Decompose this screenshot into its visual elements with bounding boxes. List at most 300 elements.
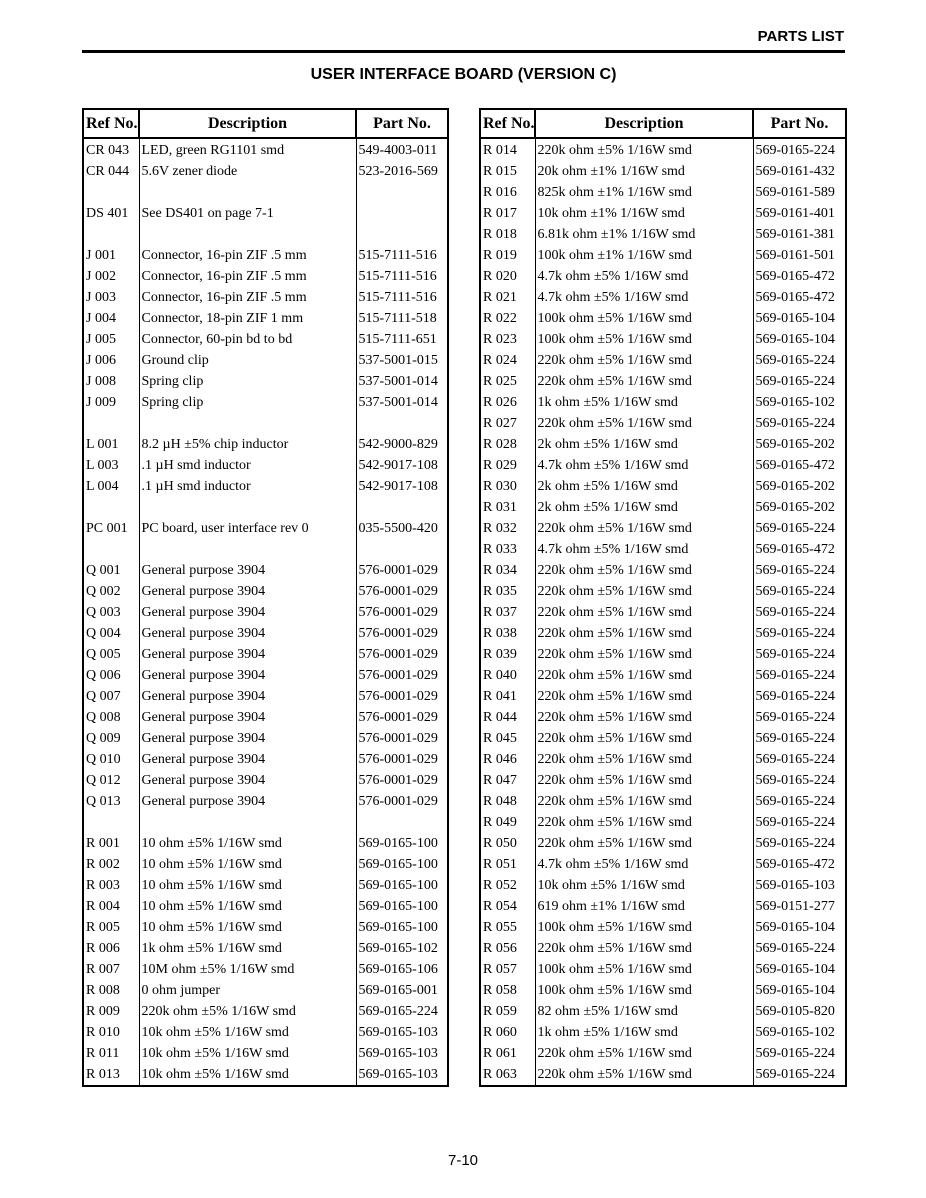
table-row xyxy=(480,476,846,497)
table-row xyxy=(480,959,846,980)
table-row xyxy=(83,434,448,455)
part-number-cell: 569-0161-589 xyxy=(753,182,846,203)
ref-cell: J 002 xyxy=(83,266,139,287)
table-row xyxy=(480,602,846,623)
part-number-cell: 569-0165-100 xyxy=(356,833,448,854)
description-cell: 220k ohm ±5% 1/16W smd xyxy=(535,686,753,707)
part-number-cell: 576-0001-029 xyxy=(356,707,448,728)
section-label: PARTS LIST xyxy=(757,28,844,45)
description-cell: 10k ohm ±5% 1/16W smd xyxy=(535,875,753,896)
ref-cell: J 006 xyxy=(83,350,139,371)
ref-cell: R 057 xyxy=(480,959,535,980)
page-title: USER INTERFACE BOARD (VERSION C) xyxy=(310,66,617,83)
ref-cell: Q 006 xyxy=(83,665,139,686)
description-cell: 220k ohm ±5% 1/16W smd xyxy=(535,1064,753,1086)
ref-cell: R 041 xyxy=(480,686,535,707)
part-number-cell: 569-0165-472 xyxy=(753,854,846,875)
table-row xyxy=(83,245,448,266)
table-row xyxy=(480,518,846,539)
column-header-description: Description xyxy=(535,109,753,138)
table-row xyxy=(83,203,448,224)
description-cell: Ground clip xyxy=(139,350,356,371)
table-row xyxy=(83,497,448,518)
part-number-cell: 537-5001-015 xyxy=(356,350,448,371)
ref-cell xyxy=(83,413,139,434)
ref-cell: R 035 xyxy=(480,581,535,602)
ref-cell: R 030 xyxy=(480,476,535,497)
part-number-cell: 537-5001-014 xyxy=(356,392,448,413)
part-number-cell: 515-7111-651 xyxy=(356,329,448,350)
ref-cell: R 063 xyxy=(480,1064,535,1086)
ref-cell: R 006 xyxy=(83,938,139,959)
ref-cell: Q 007 xyxy=(83,686,139,707)
table-row xyxy=(480,539,846,560)
ref-cell: R 061 xyxy=(480,1043,535,1064)
part-number-cell: 569-0165-224 xyxy=(753,791,846,812)
part-number-cell: 569-0165-224 xyxy=(753,371,846,392)
description-cell: 100k ohm ±1% 1/16W smd xyxy=(535,245,753,266)
part-number-cell: 569-0165-104 xyxy=(753,308,846,329)
description-cell: 20k ohm ±1% 1/16W smd xyxy=(535,161,753,182)
ref-cell: R 054 xyxy=(480,896,535,917)
description-cell: 10M ohm ±5% 1/16W smd xyxy=(139,959,356,980)
parts-table-left xyxy=(82,108,449,1087)
part-number-cell: 569-0165-224 xyxy=(753,707,846,728)
table-row xyxy=(83,371,448,392)
description-cell: 220k ohm ±5% 1/16W smd xyxy=(535,413,753,434)
table-row xyxy=(480,791,846,812)
description-cell: 1k ohm ±5% 1/16W smd xyxy=(535,392,753,413)
description-cell: 220k ohm ±5% 1/16W smd xyxy=(535,728,753,749)
description-cell: 220k ohm ±5% 1/16W smd xyxy=(535,371,753,392)
ref-cell: Q 010 xyxy=(83,749,139,770)
header-rule xyxy=(82,50,845,53)
ref-cell: R 038 xyxy=(480,623,535,644)
ref-cell: J 004 xyxy=(83,308,139,329)
ref-cell: R 005 xyxy=(83,917,139,938)
description-cell: General purpose 3904 xyxy=(139,770,356,791)
ref-cell: J 008 xyxy=(83,371,139,392)
ref-cell: R 052 xyxy=(480,875,535,896)
description-cell xyxy=(139,812,356,833)
part-number-cell: 515-7111-516 xyxy=(356,287,448,308)
table-row xyxy=(480,812,846,833)
table-row xyxy=(83,560,448,581)
table-row xyxy=(83,518,448,539)
table-row xyxy=(480,1064,846,1086)
description-cell: 220k ohm ±5% 1/16W smd xyxy=(139,1001,356,1022)
table-row xyxy=(83,350,448,371)
table-row xyxy=(83,812,448,833)
table-row xyxy=(83,413,448,434)
table-row xyxy=(83,980,448,1001)
description-cell: LED, green RG1101 smd xyxy=(139,138,356,161)
description-cell: 8.2 µH ±5% chip inductor xyxy=(139,434,356,455)
column-header-part: Part No. xyxy=(753,109,846,138)
part-number-cell: 515-7111-516 xyxy=(356,266,448,287)
ref-cell: R 004 xyxy=(83,896,139,917)
part-number-cell xyxy=(356,224,448,245)
description-cell xyxy=(139,182,356,203)
table-row xyxy=(83,938,448,959)
table-row xyxy=(480,749,846,770)
table-row xyxy=(480,1001,846,1022)
ref-cell: Q 003 xyxy=(83,602,139,623)
table-row xyxy=(83,833,448,854)
part-number-cell: 569-0165-202 xyxy=(753,434,846,455)
description-cell: 100k ohm ±5% 1/16W smd xyxy=(535,980,753,1001)
part-number-cell: 569-0165-224 xyxy=(753,581,846,602)
table-row xyxy=(480,896,846,917)
table-row xyxy=(83,959,448,980)
part-number-cell: 569-0165-104 xyxy=(753,917,846,938)
description-cell: 10k ohm ±5% 1/16W smd xyxy=(139,1064,356,1086)
ref-cell: R 049 xyxy=(480,812,535,833)
part-number-cell: 569-0165-224 xyxy=(753,350,846,371)
table-row xyxy=(480,770,846,791)
parts-table-right-body xyxy=(480,138,846,1086)
part-number-cell xyxy=(356,413,448,434)
ref-cell: R 048 xyxy=(480,791,535,812)
part-number-cell: 569-0165-472 xyxy=(753,266,846,287)
description-cell: 10 ohm ±5% 1/16W smd xyxy=(139,854,356,875)
part-number-cell: 523-2016-569 xyxy=(356,161,448,182)
part-number-cell: 569-0165-224 xyxy=(753,770,846,791)
table-row xyxy=(480,224,846,245)
table-row xyxy=(480,665,846,686)
table-row xyxy=(83,182,448,203)
part-number-cell: 569-0165-104 xyxy=(753,980,846,1001)
ref-cell: L 003 xyxy=(83,455,139,476)
part-number-cell: 569-0165-472 xyxy=(753,287,846,308)
part-number-cell: 515-7111-518 xyxy=(356,308,448,329)
part-number-cell: 576-0001-029 xyxy=(356,686,448,707)
table-row xyxy=(83,266,448,287)
description-cell: .1 µH smd inductor xyxy=(139,455,356,476)
table-row xyxy=(83,329,448,350)
table-row xyxy=(83,1022,448,1043)
description-cell: 2k ohm ±5% 1/16W smd xyxy=(535,476,753,497)
table-row xyxy=(480,182,846,203)
table-row xyxy=(480,434,846,455)
table-header-row xyxy=(83,109,448,138)
ref-cell: R 040 xyxy=(480,665,535,686)
ref-cell: Q 001 xyxy=(83,560,139,581)
description-cell xyxy=(139,497,356,518)
description-cell: 82 ohm ±5% 1/16W smd xyxy=(535,1001,753,1022)
description-cell: Connector, 16-pin ZIF .5 mm xyxy=(139,266,356,287)
description-cell: Spring clip xyxy=(139,392,356,413)
part-number-cell: 569-0161-381 xyxy=(753,224,846,245)
description-cell: 220k ohm ±5% 1/16W smd xyxy=(535,138,753,161)
ref-cell: R 060 xyxy=(480,1022,535,1043)
table-row xyxy=(480,728,846,749)
description-cell: Connector, 18-pin ZIF 1 mm xyxy=(139,308,356,329)
part-number-cell: 569-0165-224 xyxy=(753,749,846,770)
description-cell: 220k ohm ±5% 1/16W smd xyxy=(535,812,753,833)
description-cell: General purpose 3904 xyxy=(139,791,356,812)
ref-cell: Q 013 xyxy=(83,791,139,812)
ref-cell: R 021 xyxy=(480,287,535,308)
part-number-cell: 542-9000-829 xyxy=(356,434,448,455)
ref-cell: R 059 xyxy=(480,1001,535,1022)
description-cell: 220k ohm ±5% 1/16W smd xyxy=(535,1043,753,1064)
table-row xyxy=(83,728,448,749)
column-header-ref: Ref No. xyxy=(83,109,139,138)
description-cell: 4.7k ohm ±5% 1/16W smd xyxy=(535,287,753,308)
ref-cell: R 018 xyxy=(480,224,535,245)
table-row xyxy=(480,854,846,875)
table-row xyxy=(83,644,448,665)
ref-cell: R 026 xyxy=(480,392,535,413)
part-number-cell xyxy=(356,812,448,833)
part-number-cell: 576-0001-029 xyxy=(356,623,448,644)
description-cell: General purpose 3904 xyxy=(139,623,356,644)
description-cell: 220k ohm ±5% 1/16W smd xyxy=(535,833,753,854)
description-cell: General purpose 3904 xyxy=(139,728,356,749)
description-cell: 10k ohm ±5% 1/16W smd xyxy=(139,1043,356,1064)
description-cell: General purpose 3904 xyxy=(139,560,356,581)
description-cell: General purpose 3904 xyxy=(139,602,356,623)
description-cell xyxy=(139,413,356,434)
table-row xyxy=(480,455,846,476)
description-cell: 220k ohm ±5% 1/16W smd xyxy=(535,581,753,602)
description-cell: 10 ohm ±5% 1/16W smd xyxy=(139,833,356,854)
description-cell: Connector, 16-pin ZIF .5 mm xyxy=(139,245,356,266)
ref-cell: R 014 xyxy=(480,138,535,161)
ref-cell: Q 009 xyxy=(83,728,139,749)
part-number-cell: 569-0165-224 xyxy=(753,1064,846,1086)
ref-cell: R 044 xyxy=(480,707,535,728)
ref-cell: R 015 xyxy=(480,161,535,182)
table-row xyxy=(480,917,846,938)
table-row xyxy=(83,138,448,161)
ref-cell: R 016 xyxy=(480,182,535,203)
description-cell: 220k ohm ±5% 1/16W smd xyxy=(535,623,753,644)
part-number-cell: 569-0165-224 xyxy=(753,812,846,833)
part-number-cell: 569-0161-401 xyxy=(753,203,846,224)
description-cell: 220k ohm ±5% 1/16W smd xyxy=(535,518,753,539)
description-cell: 1k ohm ±5% 1/16W smd xyxy=(535,1022,753,1043)
ref-cell: R 033 xyxy=(480,539,535,560)
ref-cell xyxy=(83,539,139,560)
ref-cell xyxy=(83,182,139,203)
part-number-cell xyxy=(356,539,448,560)
part-number-cell: 576-0001-029 xyxy=(356,749,448,770)
part-number-cell: 569-0165-202 xyxy=(753,497,846,518)
part-number-cell: 569-0165-106 xyxy=(356,959,448,980)
description-cell: 4.7k ohm ±5% 1/16W smd xyxy=(535,266,753,287)
description-cell: 1k ohm ±5% 1/16W smd xyxy=(139,938,356,959)
description-cell: 220k ohm ±5% 1/16W smd xyxy=(535,644,753,665)
table-row xyxy=(83,308,448,329)
ref-cell: Q 004 xyxy=(83,623,139,644)
ref-cell: R 031 xyxy=(480,497,535,518)
table-row xyxy=(83,287,448,308)
ref-cell: R 003 xyxy=(83,875,139,896)
part-number-cell: 035-5500-420 xyxy=(356,518,448,539)
column-header-description: Description xyxy=(139,109,356,138)
column-header-part: Part No. xyxy=(356,109,448,138)
description-cell: 4.7k ohm ±5% 1/16W smd xyxy=(535,539,753,560)
ref-cell: R 055 xyxy=(480,917,535,938)
ref-cell: L 004 xyxy=(83,476,139,497)
part-number-cell: 569-0165-104 xyxy=(753,959,846,980)
description-cell: 100k ohm ±5% 1/16W smd xyxy=(535,917,753,938)
part-number-cell: 569-0165-224 xyxy=(753,602,846,623)
ref-cell: R 017 xyxy=(480,203,535,224)
ref-cell: Q 012 xyxy=(83,770,139,791)
table-row xyxy=(83,581,448,602)
table-row xyxy=(480,413,846,434)
description-cell: 10k ohm ±1% 1/16W smd xyxy=(535,203,753,224)
part-number-cell: 537-5001-014 xyxy=(356,371,448,392)
ref-cell: PC 001 xyxy=(83,518,139,539)
part-number-cell: 569-0165-224 xyxy=(753,518,846,539)
description-cell: 10 ohm ±5% 1/16W smd xyxy=(139,917,356,938)
table-row xyxy=(83,791,448,812)
part-number-cell: 569-0165-472 xyxy=(753,455,846,476)
description-cell: General purpose 3904 xyxy=(139,665,356,686)
ref-cell: R 037 xyxy=(480,602,535,623)
part-number-cell: 569-0165-100 xyxy=(356,854,448,875)
description-cell: 619 ohm ±1% 1/16W smd xyxy=(535,896,753,917)
ref-cell: R 027 xyxy=(480,413,535,434)
part-number-cell xyxy=(356,497,448,518)
part-number-cell: 569-0105-820 xyxy=(753,1001,846,1022)
part-number-cell: 542-9017-108 xyxy=(356,476,448,497)
ref-cell: J 005 xyxy=(83,329,139,350)
table-row xyxy=(480,138,846,161)
table-row xyxy=(480,329,846,350)
description-cell: 220k ohm ±5% 1/16W smd xyxy=(535,791,753,812)
description-cell: 2k ohm ±5% 1/16W smd xyxy=(535,434,753,455)
description-cell: 10k ohm ±5% 1/16W smd xyxy=(139,1022,356,1043)
ref-cell: R 002 xyxy=(83,854,139,875)
part-number-cell: 569-0165-100 xyxy=(356,896,448,917)
part-number-cell: 569-0165-224 xyxy=(753,938,846,959)
table-row xyxy=(480,350,846,371)
part-number-cell: 576-0001-029 xyxy=(356,581,448,602)
part-number-cell: 569-0165-001 xyxy=(356,980,448,1001)
ref-cell: R 039 xyxy=(480,644,535,665)
description-cell: 10 ohm ±5% 1/16W smd xyxy=(139,896,356,917)
part-number-cell: 569-0165-224 xyxy=(753,665,846,686)
ref-cell: CR 043 xyxy=(83,138,139,161)
description-cell: 6.81k ohm ±1% 1/16W smd xyxy=(535,224,753,245)
ref-cell: R 010 xyxy=(83,1022,139,1043)
table-row xyxy=(83,749,448,770)
ref-cell xyxy=(83,812,139,833)
column-header-ref: Ref No. xyxy=(480,109,535,138)
table-row xyxy=(480,287,846,308)
part-number-cell: 569-0165-224 xyxy=(753,728,846,749)
ref-cell: R 013 xyxy=(83,1064,139,1086)
part-number-cell xyxy=(356,203,448,224)
description-cell: General purpose 3904 xyxy=(139,749,356,770)
table-row xyxy=(480,980,846,1001)
ref-cell: J 009 xyxy=(83,392,139,413)
ref-cell: J 001 xyxy=(83,245,139,266)
part-number-cell: 576-0001-029 xyxy=(356,791,448,812)
part-number-cell: 569-0165-224 xyxy=(753,686,846,707)
ref-cell: R 028 xyxy=(480,434,535,455)
table-row xyxy=(83,1001,448,1022)
part-number-cell: 576-0001-029 xyxy=(356,602,448,623)
table-row xyxy=(83,224,448,245)
part-number-cell: 569-0165-102 xyxy=(753,392,846,413)
table-row xyxy=(83,623,448,644)
table-row xyxy=(83,602,448,623)
table-row xyxy=(83,1064,448,1086)
description-cell: General purpose 3904 xyxy=(139,707,356,728)
description-cell: 220k ohm ±5% 1/16W smd xyxy=(535,665,753,686)
ref-cell: R 022 xyxy=(480,308,535,329)
ref-cell: R 020 xyxy=(480,266,535,287)
part-number-cell: 569-0165-104 xyxy=(753,329,846,350)
ref-cell: Q 002 xyxy=(83,581,139,602)
description-cell: 220k ohm ±5% 1/16W smd xyxy=(535,707,753,728)
description-cell: Spring clip xyxy=(139,371,356,392)
ref-cell: R 058 xyxy=(480,980,535,1001)
part-number-cell: 569-0165-100 xyxy=(356,917,448,938)
description-cell: See DS401 on page 7-1 xyxy=(139,203,356,224)
table-row xyxy=(480,644,846,665)
table-row xyxy=(83,476,448,497)
description-cell: 220k ohm ±5% 1/16W smd xyxy=(535,350,753,371)
description-cell: 0 ohm jumper xyxy=(139,980,356,1001)
table-row xyxy=(480,833,846,854)
table-row xyxy=(480,1022,846,1043)
description-cell: 4.7k ohm ±5% 1/16W smd xyxy=(535,854,753,875)
part-number-cell: 569-0165-224 xyxy=(753,623,846,644)
description-cell xyxy=(139,539,356,560)
table-row xyxy=(480,581,846,602)
description-cell: 220k ohm ±5% 1/16W smd xyxy=(535,749,753,770)
part-number-cell: 569-0165-103 xyxy=(356,1022,448,1043)
description-cell: General purpose 3904 xyxy=(139,644,356,665)
table-row xyxy=(480,938,846,959)
part-number-cell: 569-0165-202 xyxy=(753,476,846,497)
part-number-cell: 576-0001-029 xyxy=(356,770,448,791)
part-number-cell: 576-0001-029 xyxy=(356,560,448,581)
description-cell: 220k ohm ±5% 1/16W smd xyxy=(535,602,753,623)
description-cell: 2k ohm ±5% 1/16W smd xyxy=(535,497,753,518)
ref-cell: R 007 xyxy=(83,959,139,980)
ref-cell: R 023 xyxy=(480,329,535,350)
description-cell: 825k ohm ±1% 1/16W smd xyxy=(535,182,753,203)
part-number-cell: 569-0165-224 xyxy=(753,138,846,161)
ref-cell: R 045 xyxy=(480,728,535,749)
part-number-cell: 576-0001-029 xyxy=(356,728,448,749)
table-row xyxy=(83,455,448,476)
ref-cell: Q 005 xyxy=(83,644,139,665)
table-row xyxy=(83,161,448,182)
table-row xyxy=(480,203,846,224)
part-number-cell: 569-0161-501 xyxy=(753,245,846,266)
table-row xyxy=(480,875,846,896)
description-cell: 5.6V zener diode xyxy=(139,161,356,182)
ref-cell: R 051 xyxy=(480,854,535,875)
part-number-cell: 576-0001-029 xyxy=(356,665,448,686)
description-cell: 10 ohm ±5% 1/16W smd xyxy=(139,875,356,896)
description-cell: .1 µH smd inductor xyxy=(139,476,356,497)
part-number-cell: 569-0165-102 xyxy=(356,938,448,959)
ref-cell: L 001 xyxy=(83,434,139,455)
table-row xyxy=(83,875,448,896)
table-row xyxy=(83,539,448,560)
description-cell xyxy=(139,224,356,245)
